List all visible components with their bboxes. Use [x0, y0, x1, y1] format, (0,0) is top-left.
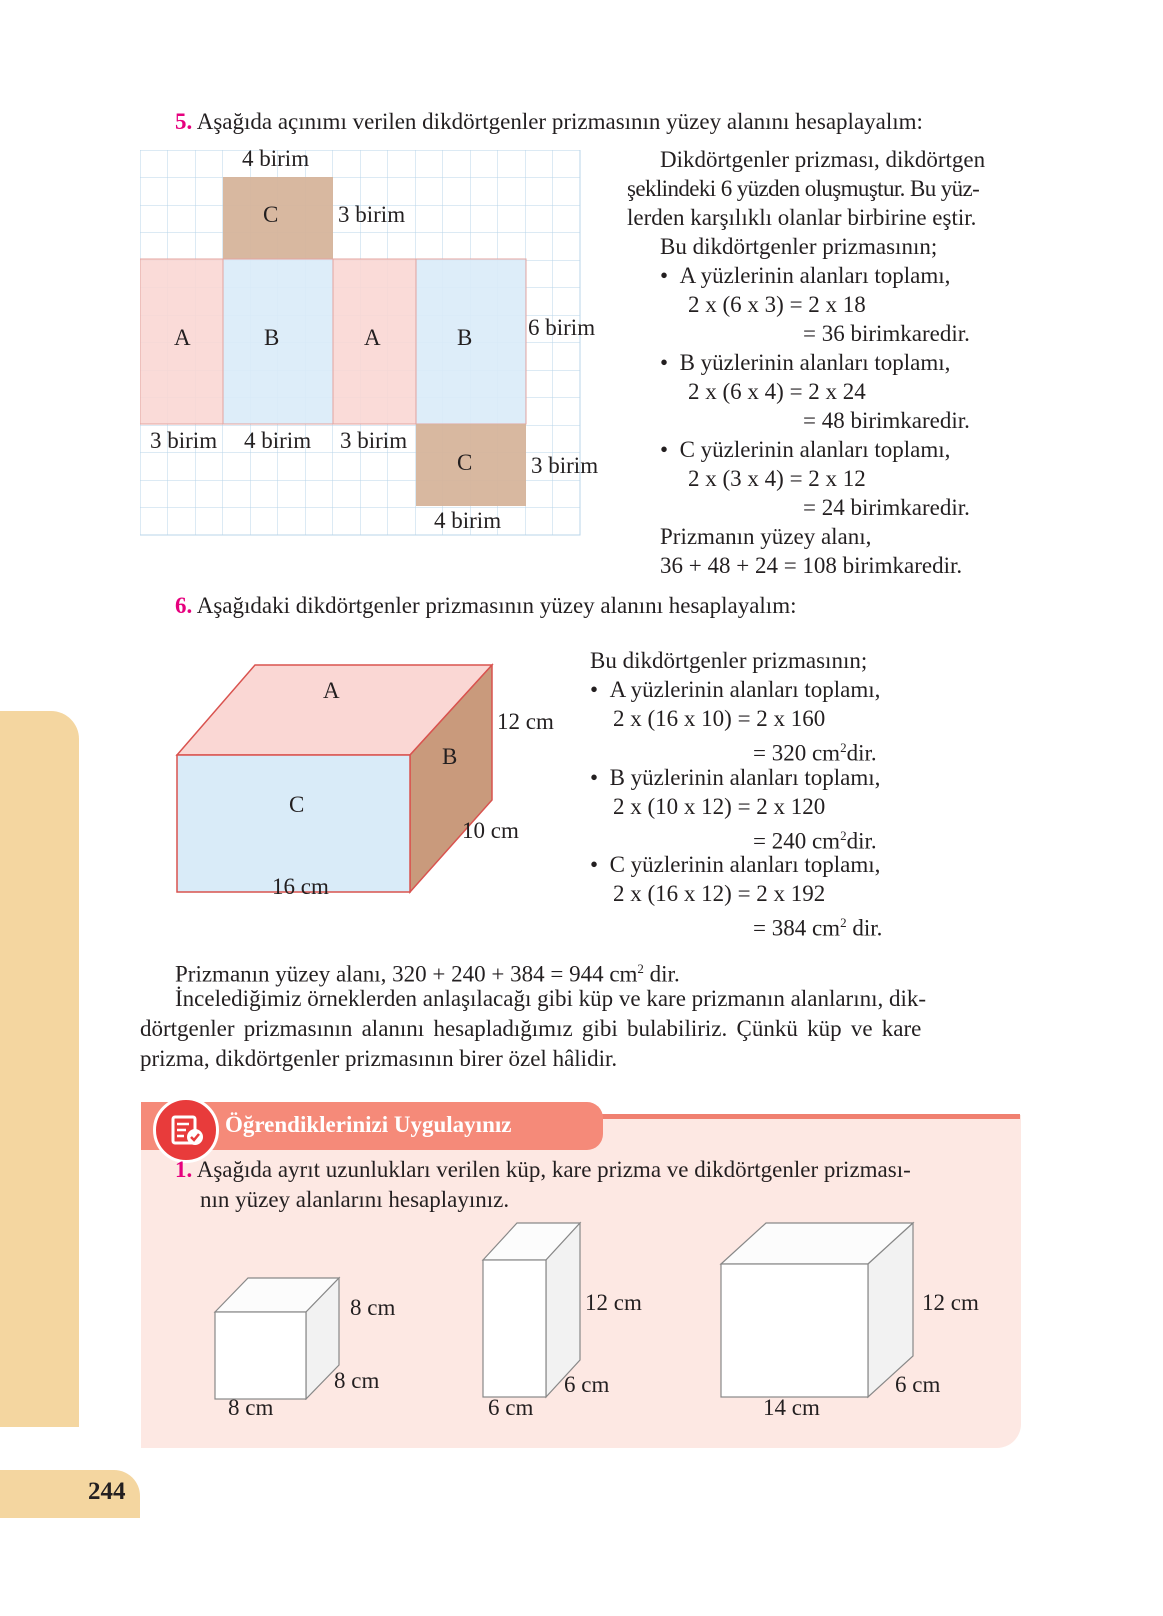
net-face-a-label: A	[174, 325, 191, 350]
bullet: •	[660, 350, 669, 375]
net-face-b-label: B	[457, 325, 473, 350]
list-item	[590, 764, 880, 792]
explain-line: şeklindeki 6 yüzden oluşmuştur. Bu yüz-	[627, 176, 980, 201]
prism-depth: 10 cm	[462, 818, 519, 843]
cube-height: 8 cm	[350, 1295, 396, 1320]
explain-line: Bu dikdörtgenler prizmasının;	[660, 234, 938, 259]
prism-height: 12 cm	[497, 709, 554, 734]
bullet: •	[660, 263, 669, 288]
checklist-icon	[153, 1097, 219, 1163]
item-line: = 24 birimkaredir.	[803, 495, 970, 520]
rectangular-prism-figure	[718, 1220, 918, 1400]
cube-depth: 8 cm	[334, 1368, 380, 1393]
net-face-c-label: C	[263, 202, 279, 227]
item-line: 2 x (6 x 3) = 2 x 18	[688, 292, 866, 317]
rectangular-prism-width: 14 cm	[763, 1395, 820, 1420]
rectangular-prism-depth: 6 cm	[895, 1372, 941, 1397]
rectangular-prism-height: 12 cm	[922, 1290, 979, 1315]
bullet: •	[590, 677, 599, 702]
item-line: 2 x (3 x 4) = 2 x 12	[688, 466, 866, 491]
item-line: = 320 $cm^2dir$.	[753, 740, 877, 766]
square-prism-width: 6 cm	[488, 1395, 534, 1420]
explain-intro: Bu dikdörtgenler prizmasının;	[590, 648, 868, 673]
item-line: = 384 $cm^2$ dir.	[753, 915, 883, 941]
item-line: B yüzlerinin alanları toplamı,	[609, 765, 881, 790]
net-bottom-c-height: 3 birim	[531, 453, 599, 478]
cube-figure	[210, 1270, 350, 1400]
list-item	[590, 851, 880, 879]
list-item	[660, 436, 950, 464]
net-top-height: 3 birim	[338, 202, 406, 227]
item-line: A yüzlerinin alanları toplamı,	[679, 263, 951, 288]
practice-title: Öğrendiklerinizi Uygulayınız	[225, 1112, 512, 1137]
item-line: B yüzlerinin alanları toplamı,	[679, 350, 951, 375]
net-face-b-label: B	[264, 325, 280, 350]
item-line: C yüzlerinin alanları toplamı,	[679, 437, 951, 462]
question-6	[175, 592, 796, 620]
item-line: A yüzlerinin alanları toplamı,	[609, 677, 881, 702]
item-line: C yüzlerinin alanları toplamı,	[609, 852, 881, 877]
item-line: = 36 birimkaredir.	[803, 321, 970, 346]
page-number: 244	[88, 1478, 126, 1505]
square-prism-height: 12 cm	[585, 1290, 642, 1315]
prism-width: 16 cm	[272, 874, 329, 899]
net-face-c-label: C	[457, 450, 473, 475]
bullet: •	[590, 852, 599, 877]
side-tab	[0, 711, 79, 1427]
total-label: Prizmanın yüzey alanı,	[660, 524, 872, 549]
question-text: nın yüzey alanlarını hesaplayınız.	[200, 1187, 510, 1212]
cube-width: 8 cm	[228, 1395, 274, 1420]
question-number: 6.	[175, 593, 193, 618]
prism-face-b-label: B	[442, 744, 458, 769]
explain-line: lerden karşılıklı olanlar birbirine eştir.	[627, 205, 977, 230]
net-top-width: 4 birim	[242, 146, 310, 171]
item-line: = 240 $cm^2dir$.	[753, 828, 877, 854]
explain-line: Dikdörtgenler prizması, dikdörtgen	[660, 147, 986, 172]
paragraph-line: prizma, dikdörtgenler prizmasının birer özel hâlidir.	[140, 1046, 618, 1071]
question-text: Aşağıda açınımı verilen dikdörtgenler prizmasının yüzey alanını hesaplayalım:	[196, 109, 923, 134]
practice-divider	[600, 1114, 1020, 1119]
bullet: •	[590, 765, 599, 790]
list-item	[660, 262, 950, 290]
net-face-a-label: A	[364, 325, 381, 350]
face-c-front	[177, 755, 410, 892]
list-item	[590, 676, 880, 704]
question-text: Aşağıdaki dikdörtgenler prizmasının yüzey alanını hesaplayalım:	[196, 593, 797, 618]
item-line: 2 x (10 x 12) = 2 x 120	[613, 794, 826, 819]
question-text: Aşağıda ayrıt uzunlukları verilen küp, kare prizma ve dikdörtgenler prizması-	[196, 1157, 911, 1182]
paragraph-line: dörtgenler prizmasının alanını hesapladığımız gibi bulabiliriz. Çünkü küp ve kare	[140, 1016, 922, 1041]
prism-figure	[170, 660, 510, 910]
question-5	[175, 108, 923, 136]
item-line: 2 x (16 x 10) = 2 x 160	[613, 706, 826, 731]
question-number: 5.	[175, 109, 193, 134]
q6-total: Prizmanın yüzey alanı, 320 + 240 + 384 = 944 $cm^2$ dir.	[175, 961, 680, 987]
prism-face-c-label: C	[289, 792, 305, 817]
total-value: 36 + 48 + 24 = 108 birimkaredir.	[660, 553, 963, 578]
paragraph-line: İncelediğimiz örneklerden anlaşılacağı gibi küp ve kare prizmanın alanlarını, dik-	[175, 986, 927, 1011]
item-line: = 48 birimkaredir.	[803, 408, 970, 433]
list-item	[660, 349, 950, 377]
checklist-icon-graphic	[156, 1100, 216, 1160]
bullet: •	[660, 437, 669, 462]
square-prism-depth: 6 cm	[564, 1372, 610, 1397]
question-number: 1.	[175, 1157, 193, 1182]
net-bottom-label-2: 4 birim	[244, 428, 312, 453]
net-bottom-label-1: 3 birim	[150, 428, 218, 453]
practice-question	[175, 1156, 911, 1184]
net-bottom-label-3: 3 birim	[340, 428, 408, 453]
prism-face-a-label: A	[323, 678, 340, 703]
net-side-height: 6 birim	[528, 315, 596, 340]
item-line: 2 x (16 x 12) = 2 x 192	[613, 881, 826, 906]
net-bottom-c-width: 4 birim	[434, 508, 502, 533]
item-line: 2 x (6 x 4) = 2 x 24	[688, 379, 866, 404]
